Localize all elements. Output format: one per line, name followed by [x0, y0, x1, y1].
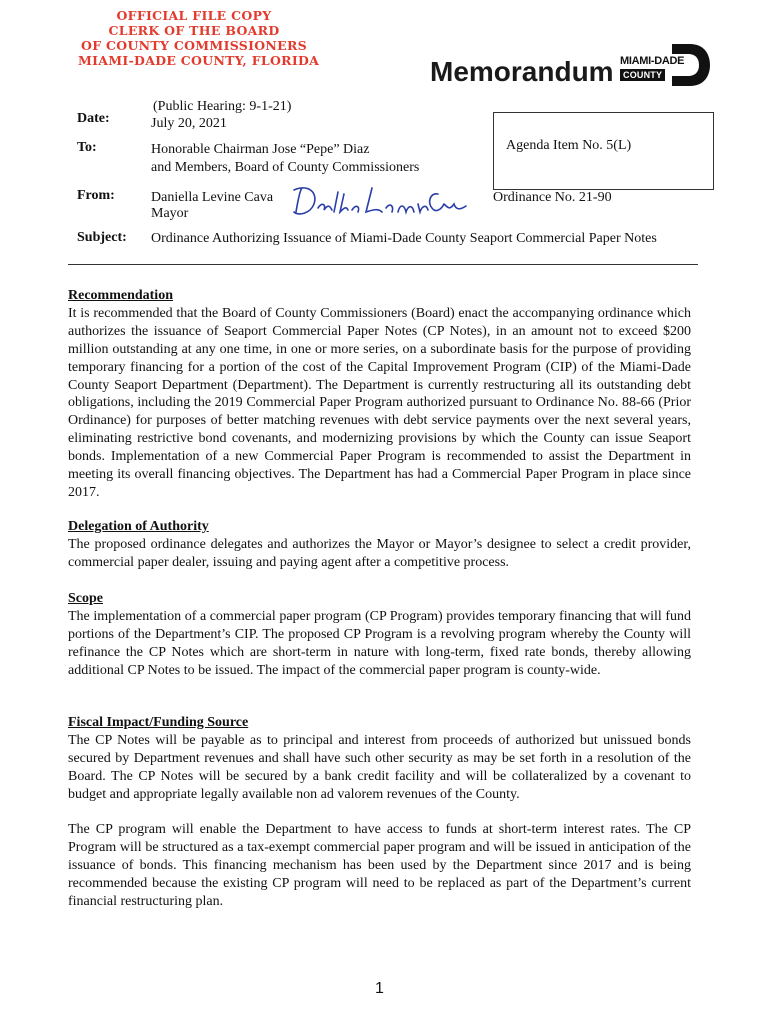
from-label: From: — [77, 188, 115, 203]
subject-label: Subject: — [77, 230, 127, 245]
agenda-item-number: Agenda Item No. 5(L) — [506, 138, 632, 153]
date-value: July 20, 2021 — [151, 116, 227, 131]
stamp-line: OFFICIAL FILE COPY — [116, 8, 272, 23]
recommendation-heading: Recommendation — [68, 288, 173, 303]
memorandum-title: Memorandum — [430, 56, 614, 87]
to-recipient-line2: and Members, Board of County Commissioners — [151, 160, 420, 175]
scope-section — [68, 590, 691, 680]
recommendation-section — [68, 287, 691, 502]
from-title: Mayor — [151, 206, 189, 221]
fiscal-impact-body-2: The CP program will enable the Department to have access to funds at short-term interest rates. The CP Program will be structured as a tax-exempt commercial paper program and will be issued in anticipation of the issuance of bonds. This financing mechanism has been used by the Department since 2017 and is being recommended because the existing CP program will need to be replaced as part of the Department’s current financial restructuring plan. — [68, 822, 691, 909]
fiscal-impact-heading: Fiscal Impact/Funding Source — [68, 715, 249, 730]
page-number: 1 — [375, 980, 384, 997]
scope-heading: Scope — [68, 591, 103, 606]
subject-value: Ordinance Authorizing Issuance of Miami-Dade County Seaport Commercial Paper Notes — [151, 231, 657, 246]
delegation-section — [68, 518, 691, 572]
fiscal-impact-continued — [68, 821, 691, 911]
fiscal-impact-section — [68, 714, 691, 804]
agenda-item-box — [493, 112, 714, 190]
public-hearing-note: (Public Hearing: 9-1-21) — [153, 99, 292, 114]
mayor-signature — [288, 182, 470, 222]
scope-body: The implementation of a commercial paper program (CP Program) provides temporary financing that will fund portions of the Department’s CIP. The proposed CP Program is a revolving program whereby the County will refinance the CP Notes which are short-term in nature with long-term, fixed rate bonds, thereby allowing additional CP Notes to be issued. The impact of the commercial paper program is county-wide. — [68, 608, 691, 678]
delegation-body: The proposed ordinance delegates and authorizes the Mayor or Mayor’s designee to select a credit provider, commercial paper dealer, issuing and paying agent after a competitive process. — [68, 536, 691, 570]
date-label: Date: — [77, 111, 110, 126]
delegation-heading: Delegation of Authority — [68, 519, 209, 534]
header-divider — [68, 264, 698, 265]
miami-dade-county-logo — [620, 42, 712, 88]
fiscal-impact-body: The CP Notes will be payable as to principal and interest from proceeds of authorized but unissued bonds secured by Department revenues and shall have such other security as may be set forth in a resolution of the Board. The CP Notes will be secured by a bank credit facility and will be collateralized by a covenant to budget and appropriate legally available non ad valorem revenues of the County. — [68, 732, 691, 802]
ordinance-number: Ordinance No. 21-90 — [493, 190, 612, 205]
from-name: Daniella Levine Cava — [151, 190, 274, 205]
stamp-line: CLERK OF THE BOARD — [108, 23, 280, 38]
to-label: To: — [77, 140, 97, 155]
stamp-line: MIAMI-DADE COUNTY, FLORIDA — [78, 53, 320, 68]
official-file-copy-stamp — [78, 8, 320, 68]
stamp-line: OF COUNTY COMMISSIONERS — [81, 38, 307, 53]
recommendation-body: It is recommended that the Board of County Commissioners (Board) enact the accompanying ordinance which authorizes the issuance of Seaport Commercial Paper Notes (CP Notes), in an amount not to exceed $200 million outstanding at any one time, in one or more series, on a subordinate basis for the purpose of providing temporary financing for a portion of the cost of the Capital Improvement Program (CIP) of the Miami-Dade County Seaport Department (Department). The Department is currently restructuring all its outstanding debt obligations, including the 2019 Commercial Paper Program authorized pursuant to Ordinance No. 88-66 (Prior Ordinance) for purposes of better matching revenues with debt service payments over the next several years, eliminating restrictive bond covenants, and modernizing provisions by which the County can issue Seaport bonds. Implementation of a new Commercial Paper Program is recommended to assist the Department in meeting its overall financing objectives. The Department has had a Commercial Paper Program in place since 2017. — [68, 305, 691, 500]
logo-text-miami-dade: MIAMI-DADE — [620, 55, 685, 67]
logo-text-county: COUNTY — [620, 69, 665, 81]
to-recipient-line1: Honorable Chairman Jose “Pepe” Diaz — [151, 142, 370, 157]
